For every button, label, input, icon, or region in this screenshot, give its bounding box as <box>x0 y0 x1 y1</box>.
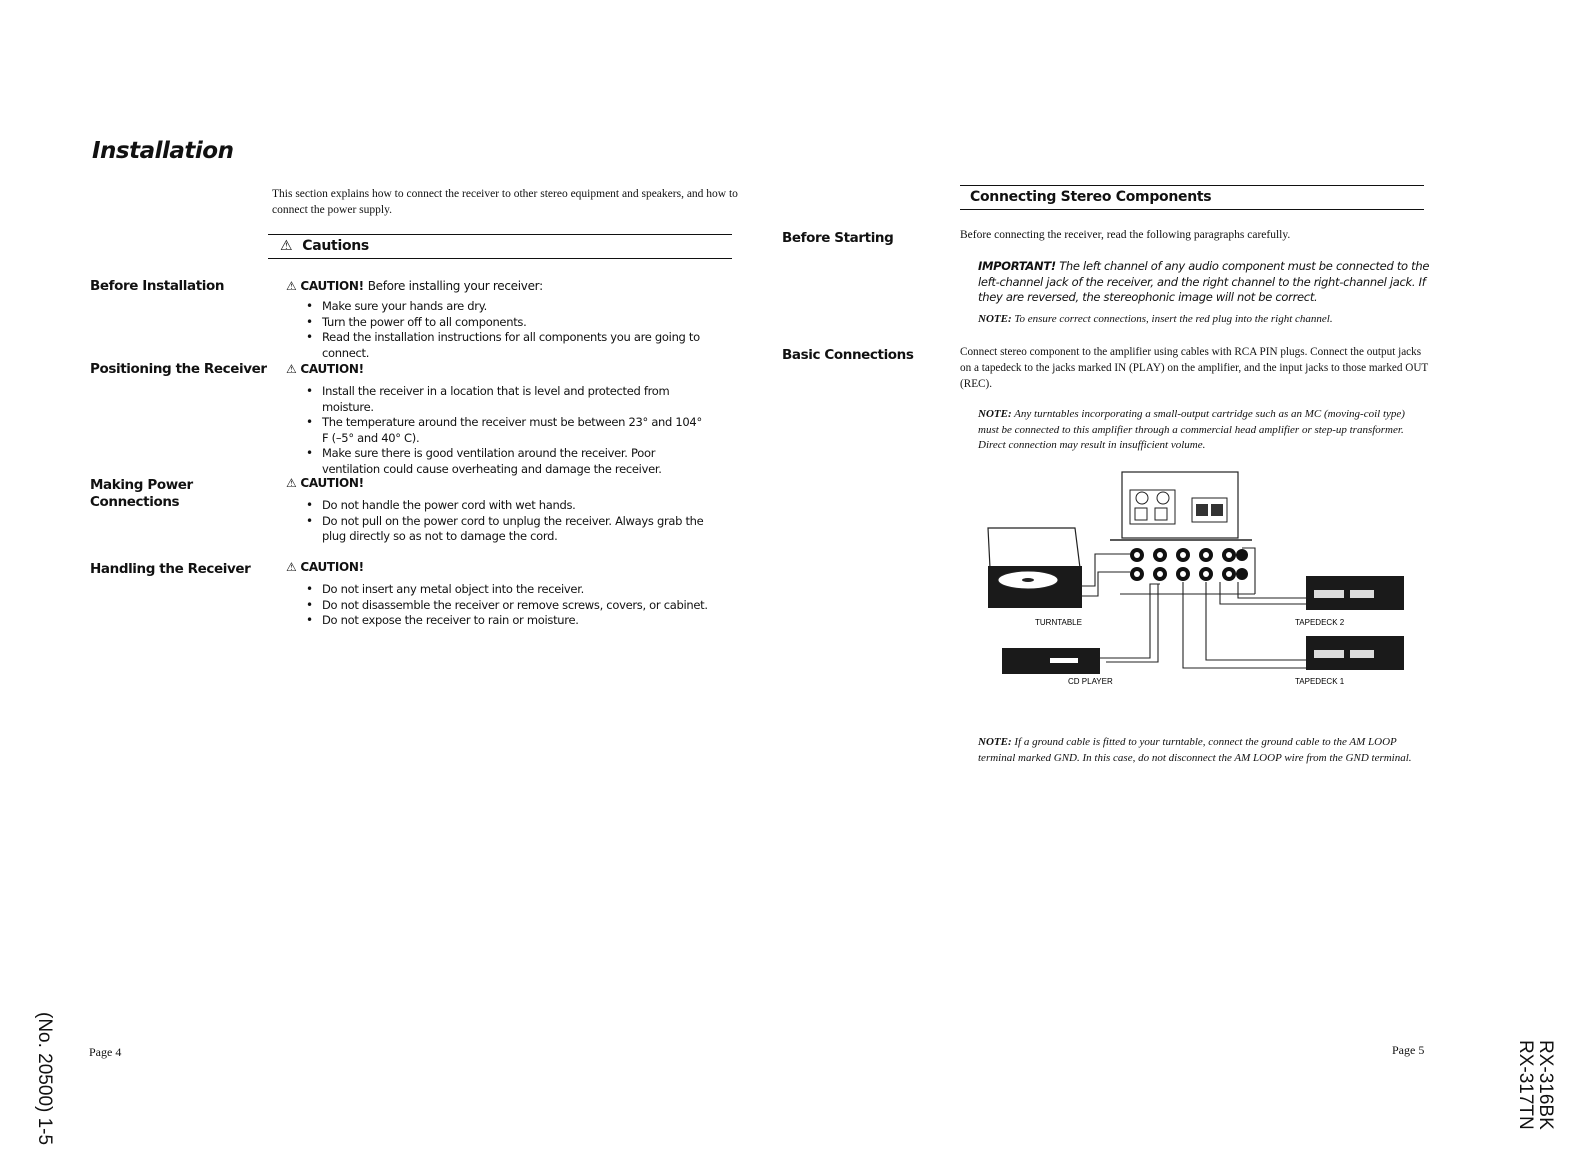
note-text: Any turntables incorporating a small-output cartridge such as an MC (moving-coil type) must be connected to this amplifier through a commercial head amplifier or step-up transformer. Direct connection may result in insufficient volume. <box>978 408 1405 451</box>
caution-label: CAUTION! <box>300 279 364 293</box>
margin-model-1: RX-316BK <box>1535 1040 1556 1130</box>
side-label-before-starting: Before Starting <box>782 230 894 246</box>
important-label: IMPORTANT! <box>978 259 1056 273</box>
caution-label: CAUTION! <box>300 560 364 574</box>
tapedeck-1-icon <box>1306 636 1404 670</box>
caution-lead: Before installing your receiver: <box>367 279 543 293</box>
warning-icon: ⚠ <box>286 362 297 376</box>
cd-player-icon <box>1002 648 1100 674</box>
warning-icon: ⚠ <box>286 279 297 293</box>
side-label-making-power: Making Power Connections <box>90 477 193 510</box>
before-starting-text: Before connecting the receiver, read the following paragraphs carefully. <box>960 229 1291 241</box>
list-item: • Do not insert any metal object into the receiver. <box>286 582 726 598</box>
note-label: NOTE: <box>978 313 1012 325</box>
diagram-label-tapedeck-2: TAPEDECK 2 <box>1295 618 1345 627</box>
note-label: NOTE: <box>978 408 1012 420</box>
margin-document-number: (No. 20500) 1-5 <box>34 1012 55 1146</box>
caution-label: CAUTION! <box>300 476 364 490</box>
note-text: If a ground cable is fitted to your turntable, connect the ground cable to the AM LOOP terminal marked GND. In this case, do not disconnect the AM LOOP wire from the GND terminal. <box>978 736 1412 764</box>
list-item: • Turn the power off to all components. <box>286 315 746 331</box>
list-item: • Read the installation instructions for all components you are going to connect. <box>286 330 746 361</box>
tapedeck-2-icon <box>1306 576 1404 610</box>
margin-model-2: RX-317TN <box>1515 1040 1536 1130</box>
list-item: • Do not disassemble the receiver or remove screws, covers, or cabinet. <box>286 598 726 614</box>
connecting-header: Connecting Stereo Components <box>960 185 1424 210</box>
connection-diagram <box>980 468 1420 693</box>
side-label-basic-connections: Basic Connections <box>782 347 914 363</box>
warning-icon: ⚠ <box>286 476 297 490</box>
list-item: • Do not expose the receiver to rain or moisture. <box>286 613 726 629</box>
note-label: NOTE: <box>978 736 1012 748</box>
diagram-label-turntable: TURNTABLE <box>1035 618 1082 627</box>
caution-label: CAUTION! <box>300 362 364 376</box>
list-item: • Install the receiver in a location that is level and protected from moisture. <box>286 384 706 415</box>
warning-icon: ⚠ <box>286 560 297 574</box>
diagram-label-cd-player: CD PLAYER <box>1068 677 1113 686</box>
list-item: • Do not pull on the power cord to unplug the receiver. Always grab the plug directly so as not to damage the cord. <box>286 514 706 545</box>
list-item: • Make sure your hands are dry. <box>286 299 746 315</box>
side-label-positioning: Positioning the Receiver <box>90 361 267 377</box>
list-item: • Make sure there is good ventilation around the receiver. Poor ventilation could cause overheating and damage the receiver. <box>286 446 706 477</box>
caution-handling <box>286 560 726 629</box>
note-ground-cable <box>978 735 1418 766</box>
cautions-header <box>268 234 732 259</box>
cables <box>1080 548 1306 668</box>
important-note <box>978 259 1430 306</box>
note-turntable-cartridge <box>978 407 1423 454</box>
caution-before-installation <box>286 279 746 361</box>
important-text: The left channel of any audio component must be connected to the left-channel jack of the receiver, and the right channel to the right-channel jack. If they are reversed, the stereophonic image will not be correct. <box>978 259 1430 304</box>
warning-icon: ⚠ <box>280 238 293 254</box>
list-item: • Do not handle the power cord with wet hands. <box>286 498 706 514</box>
basic-connections-text: Connect stereo component to the amplifier using cables with RCA PIN plugs. Connect the output jacks on a tapedeck to the jacks marked IN (PLAY) on the amplifier, and the input jacks to those marked OUT (REC). <box>960 346 1429 390</box>
caution-power <box>286 476 706 545</box>
page-number-left: Page 4 <box>89 1045 122 1059</box>
cautions-header-label: Cautions <box>302 238 369 254</box>
side-label-before-installation: Before Installation <box>90 278 225 294</box>
page-title: Installation <box>92 138 234 164</box>
list-item: • The temperature around the receiver must be between 23° and 104° F (–5° and 40° C). <box>286 415 706 446</box>
diagram-label-tapedeck-1: TAPEDECK 1 <box>1295 677 1345 686</box>
page-number-right: Page 5 <box>1392 1043 1425 1057</box>
input-jacks <box>1130 548 1248 581</box>
intro-paragraph: This section explains how to connect the receiver to other stereo equipment and speakers, and how to connect the power supply. <box>272 188 738 216</box>
turntable-icon <box>988 528 1082 608</box>
side-label-handling: Handling the Receiver <box>90 561 251 577</box>
note-text: To ensure correct connections, insert the red plug into the right channel. <box>1014 313 1333 325</box>
caution-positioning <box>286 362 706 477</box>
note-red-plug <box>978 312 1430 328</box>
